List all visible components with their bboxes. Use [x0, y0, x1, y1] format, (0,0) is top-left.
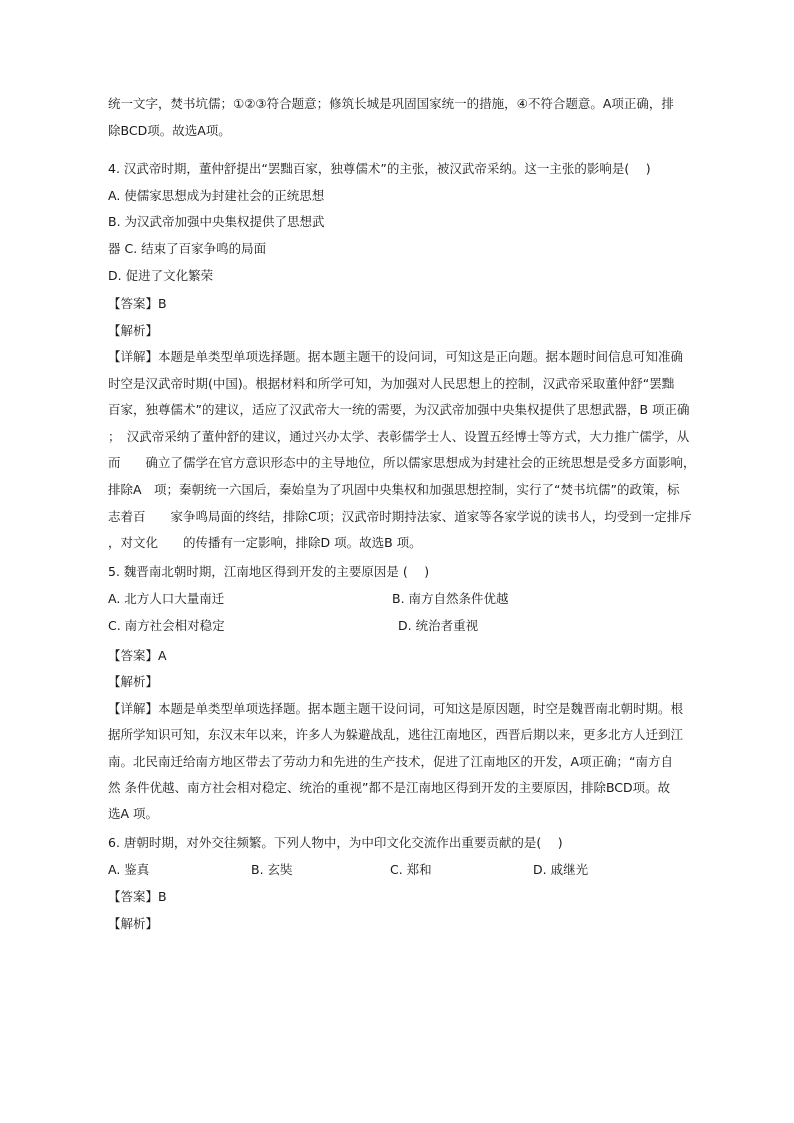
question-6-option-d: D. 戚继光	[533, 862, 589, 877]
question-6-stem: 6. 唐朝时期，对外交往频繁。下列人物中，为中印文化交流作出重要贡献的是( )	[108, 835, 563, 850]
question-4-detail-line: ，对文化 的传播有一定影响，排除D 项。故选B 项。	[108, 535, 422, 550]
prev-answer-line: 除BCD项。故选A项。	[108, 123, 231, 138]
question-5-detail-line: 【详解】本题是单类型单项选择题。据本题主题干设问词，可知这是原因题，时空是魏晋南北朝时期。根	[108, 701, 684, 716]
question-5-option-d: D. 统治者重视	[398, 618, 479, 633]
question-4-detail-line: ； 汉武帝采纳了董仲舒的建议，通过兴办太学、表彰儒学士人、设置五经博士等方式，大力推广儒学，从	[108, 429, 690, 444]
question-4-analysis-label: 【解析】	[108, 323, 159, 338]
question-4-detail-line: 百家，独尊儒术”的建议，适应了汉武帝大一统的需要，为汉武帝加强中央集权提供了思想武器，B 项正确	[108, 402, 690, 417]
question-4-stem: 4. 汉武帝时期，董仲舒提出“罢黜百家，独尊儒术”的主张，被汉武帝采纳。这一主张的影响是( )	[108, 161, 651, 176]
question-4-option-a: A. 使儒家思想成为封建社会的正统思想	[108, 188, 325, 203]
question-5-detail-line: 选A 项。	[108, 806, 159, 821]
question-5-detail-line: 据所学知识可知，东汉末年以来，许多人为躲避战乱，逃往江南地区，西晋后期以来，更多北方人迁到江	[108, 727, 684, 742]
question-4-detail-line: 而 确立了儒学在官方意识形态中的主导地位，所以儒家思想成为封建社会的正统思想是受多方面影响，	[108, 455, 696, 470]
question-5-option-b: B. 南方自然条件优越	[392, 591, 509, 606]
question-5-option-a: A. 北方人口大量南迁	[108, 591, 225, 606]
question-6-analysis-label: 【解析】	[108, 916, 159, 931]
prev-answer-line: 统一文字，焚书坑儒；①②③符合题意；修筑长城是巩固国家统一的措施，④不符合题意。A项正确，排	[108, 96, 674, 111]
question-6-answer: 【答案】B	[108, 889, 167, 904]
question-6-option-c: C. 郑和	[390, 862, 432, 877]
question-5-detail-line: 然 条件优越、南方社会相对稳定、统治的重视”都不是江南地区得到开发的主要原因，排除BCD项。故	[108, 780, 671, 795]
question-5-detail-line: 南。北民南迁给南方地区带去了劳动力和先进的生产技术，促进了江南地区的开发，A项正确；“南方自	[108, 754, 674, 769]
question-4-detail-line: 【详解】本题是单类型单项选择题。据本题主题干的设问词，可知这是正向题。据本题时间信息可知准确	[108, 349, 684, 364]
question-6-option-a: A. 鉴真	[108, 862, 150, 877]
question-4-option-c: 器 C. 结束了百家争鸣的局面	[108, 241, 267, 256]
question-4-detail-line: 排除A 项；秦朝统一六国后，秦始皇为了巩固中央集权和加强思想控制，实行了“焚书坑儒”的政策，标	[108, 482, 680, 497]
question-4-option-d: D. 促进了文化繁荣	[108, 268, 214, 283]
question-4-answer: 【答案】B	[108, 296, 167, 311]
question-4-detail-line: 时空是汉武帝时期(中国)。根据材料和所学可知，为加强对人民思想上的控制，汉武帝采取董仲舒“罢黜	[108, 376, 675, 391]
question-4-detail-line: 志着百 家争鸣局面的终结，排除C项；汉武帝时期持法家、道家等各家学说的读书人，均受到一定排斥	[108, 509, 692, 524]
question-5-stem: 5. 魏晋南北朝时期，江南地区得到开发的主要原因是 ( )	[108, 564, 430, 579]
question-5-analysis-label: 【解析】	[108, 674, 159, 689]
question-5-answer: 【答案】A	[108, 648, 167, 663]
question-5-option-c: C. 南方社会相对稳定	[108, 618, 225, 633]
question-6-option-b: B. 玄奘	[251, 862, 293, 877]
question-4-option-b: B. 为汉武帝加强中央集权提供了思想武	[108, 214, 325, 229]
